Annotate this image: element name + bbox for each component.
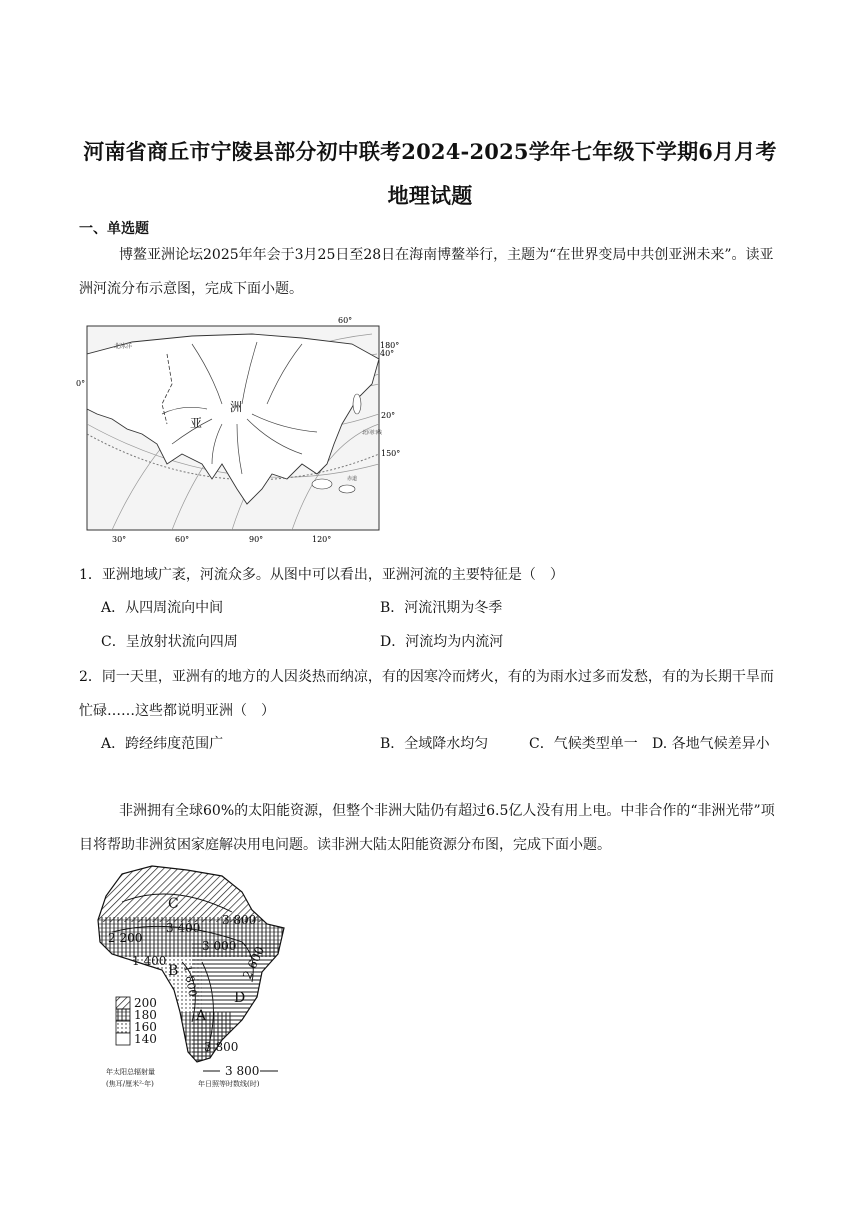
document-title-line2: 地理试题	[387, 183, 473, 208]
legend-value-200: 200	[134, 996, 157, 1010]
passage-asia: 博鳌亚洲论坛2025年年会于3月25日至28日在海南博鳌举行，主题为“在世界变局中共创亚洲未来”。读亚洲河流分布示意图，完成下面小题。	[79, 247, 774, 297]
africa-contour-label-4: 2 200	[108, 931, 143, 945]
legend-swatch-140	[116, 1033, 130, 1045]
map-label-right-2: 40°	[380, 349, 395, 358]
question-2-stem: 2．同一天里，亚洲有的地方的人因炎热而纳凉，有的因寒冷而烤火，有的为雨水过多而发愁，有的为长期干旱而忙碌……这些都说明亚洲（ ）	[79, 669, 774, 719]
legend-swatch-180	[116, 1009, 130, 1021]
legend-value-140: 140	[134, 1032, 157, 1046]
map-label-right-3: 20°	[381, 411, 396, 420]
document-title-line1: 河南省商丘市宁陵县部分初中联考2024-2025学年七年级下学期6月月考	[83, 139, 777, 164]
question-1-option-b[interactable]: B．河流汛期为冬季	[380, 600, 503, 616]
map-continent-label-2: 洲	[230, 400, 243, 414]
passage-africa: 非洲拥有全球60%的太阳能资源，但整个非洲大陆仍有超过6.5亿人没有用上电。中非合作的“非洲光带”项目将帮助非洲贫困家庭解决用电问题。读非洲大陆太阳能资源分布图，完成下面小题。	[79, 803, 775, 853]
question-1-option-a[interactable]: A．从四周流向中间	[101, 600, 224, 616]
legend-value-160: 160	[134, 1020, 157, 1034]
question-2-option-a[interactable]: A．跨经纬度范围广	[101, 736, 224, 752]
legend-swatch-160	[116, 1021, 130, 1033]
legend-caption-2: (焦耳/厘米²·年)	[106, 1080, 154, 1088]
legend-caption-1: 年太阳总辐射量	[106, 1068, 155, 1076]
map-label-bottom-3: 90°	[249, 535, 264, 544]
question-2-option-b[interactable]: B．全域降水均匀	[380, 736, 489, 752]
section-heading: 一、单选题	[79, 221, 149, 237]
map-label-bottom-2: 60°	[175, 535, 190, 544]
africa-contour-label-1: 3 800	[222, 913, 257, 927]
question-2-option-d[interactable]: D. 各地气候差异小	[652, 736, 770, 752]
line-legend-value: 3 800	[225, 1064, 260, 1078]
line-legend-caption: 年日照等时数线(时)	[198, 1080, 260, 1088]
question-1-stem: 1．亚洲地域广袤，河流众多。从图中可以看出，亚洲河流的主要特征是（ ）	[79, 567, 564, 583]
map-label-bottom-4: 120°	[312, 535, 332, 544]
legend-swatch-200	[116, 997, 130, 1009]
map-equator-label: 赤道	[347, 476, 358, 482]
legend-value-180: 180	[134, 1008, 157, 1022]
map-label-top: 60°	[338, 316, 353, 325]
map-ocean-label: 北冰洋	[114, 343, 133, 350]
africa-contour-label-7: 3 800	[204, 1040, 239, 1054]
africa-region-d: D	[234, 990, 246, 1006]
africa-contour-label-3: 3 000	[202, 939, 237, 953]
question-2-option-c[interactable]: C．气候类型单一	[529, 736, 638, 752]
map-label-right-4: 150°	[381, 449, 401, 458]
map-continent-label-1: 亚	[190, 416, 203, 430]
map-label-right-1: 180°	[380, 341, 400, 350]
map-label-bottom-1: 30°	[112, 535, 127, 544]
africa-contour-label-8: 1 800	[181, 964, 200, 998]
africa-solar-map	[92, 862, 292, 1107]
africa-contour-label-6: 2 600	[240, 944, 268, 982]
question-1-option-d[interactable]: D．河流均为内流河	[380, 634, 504, 650]
africa-contour-label-2: 3 400	[166, 921, 201, 935]
africa-region-a: A	[196, 1008, 207, 1024]
africa-contour-label-5: 1 400	[132, 954, 167, 968]
map-tropic-label: 北回归线	[362, 430, 383, 436]
asia-river-map	[72, 314, 407, 544]
africa-region-c: C	[168, 896, 179, 912]
question-1-option-c[interactable]: C．呈放射状流向四周	[101, 634, 238, 650]
map-label-left: 0°	[76, 379, 86, 388]
africa-region-b: B	[168, 963, 179, 979]
